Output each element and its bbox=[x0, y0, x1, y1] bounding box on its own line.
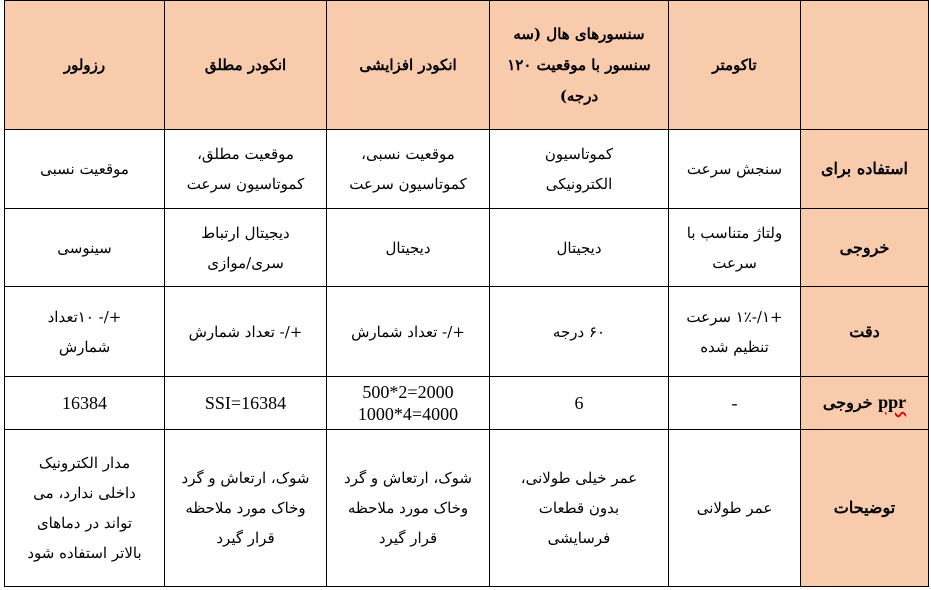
cell-output-hall: دیجیتال bbox=[490, 209, 669, 287]
row-label-usage: استفاده برای bbox=[801, 130, 929, 209]
row-label-notes: توضیحات bbox=[801, 430, 929, 587]
table-row-ppr bbox=[5, 377, 929, 430]
cell-ppr-incremental bbox=[327, 377, 490, 430]
ppr-term: ppr bbox=[878, 392, 907, 412]
cell-usage-absolute: موقعیت مطلق، کموتاسیون سرعت bbox=[165, 130, 327, 209]
cell-output-resolver: سینوسی bbox=[5, 209, 165, 287]
cell-usage-incremental: موقعیت نسبی، کموتاسیون سرعت bbox=[327, 130, 490, 209]
cell-accuracy-resolver: +/- ۱۰تعداد شمارش bbox=[5, 287, 165, 377]
table-row-output bbox=[5, 209, 929, 287]
cell-ppr-tachometer: - bbox=[669, 377, 801, 430]
cell-accuracy-absolute: +/- تعداد شمارش bbox=[165, 287, 327, 377]
cell-accuracy-hall: ۶۰ درجه bbox=[490, 287, 669, 377]
row-label-ppr bbox=[801, 377, 929, 430]
table-row-accuracy bbox=[5, 287, 929, 377]
cell-output-incremental: دیجیتال bbox=[327, 209, 490, 287]
cell-notes-hall: عمر خیلی طولانی، بدون قطعات فرسایشی bbox=[490, 430, 669, 587]
cell-usage-resolver: موقعیت نسبی bbox=[5, 130, 165, 209]
header-hall-sensors: سنسورهای هال (سه سنسور با موقعیت ۱۲۰ درجه) bbox=[490, 1, 669, 130]
ppr-incremental-line-2: 1000*4=4000 bbox=[357, 404, 459, 424]
sensor-comparison-table bbox=[4, 0, 929, 587]
ppr-label-text: خروجی bbox=[822, 393, 873, 412]
header-resolver: رزولور bbox=[5, 1, 165, 130]
cell-output-tachometer: ولتاژ متناسب با سرعت bbox=[669, 209, 801, 287]
cell-notes-incremental: شوک، ارتعاش و گرد وخاک مورد ملاحظه قرار گیرد bbox=[327, 430, 490, 587]
cell-notes-absolute: شوک، ارتعاش و گرد وخاک مورد ملاحظه قرار گیرد bbox=[165, 430, 327, 587]
cell-ppr-absolute: SSI=16384 bbox=[165, 377, 327, 430]
cell-usage-tachometer: سنجش سرعت bbox=[669, 130, 801, 209]
table-row-usage bbox=[5, 130, 929, 209]
row-label-output: خروجی bbox=[801, 209, 929, 287]
cell-accuracy-tachometer: +۱/-۱٪ سرعت تنظیم شده bbox=[669, 287, 801, 377]
header-absolute-encoder: انکودر مطلق bbox=[165, 1, 327, 130]
table-row-notes bbox=[5, 430, 929, 587]
header-incremental-encoder: انکودر افزایشی bbox=[327, 1, 490, 130]
cell-notes-tachometer: عمر طولانی bbox=[669, 430, 801, 587]
cell-ppr-resolver: 16384 bbox=[5, 377, 165, 430]
header-tachometer: تاکومتر bbox=[669, 1, 801, 130]
cell-usage-hall: کموتاسیون الکترونیکی bbox=[490, 130, 669, 209]
ppr-incremental-line-1: 500*2=2000 bbox=[362, 382, 454, 402]
row-label-accuracy: دقت bbox=[801, 287, 929, 377]
header-row bbox=[5, 1, 929, 130]
cell-output-absolute: دیجیتال ارتباط سری/موازی bbox=[165, 209, 327, 287]
cell-notes-resolver: مدار الکترونیک داخلی ندارد، می تواند در دماهای بالاتر استفاده شود bbox=[5, 430, 165, 587]
cell-accuracy-incremental: +/- تعداد شمارش bbox=[327, 287, 490, 377]
header-corner-cell bbox=[801, 1, 929, 130]
cell-ppr-hall: 6 bbox=[490, 377, 669, 430]
